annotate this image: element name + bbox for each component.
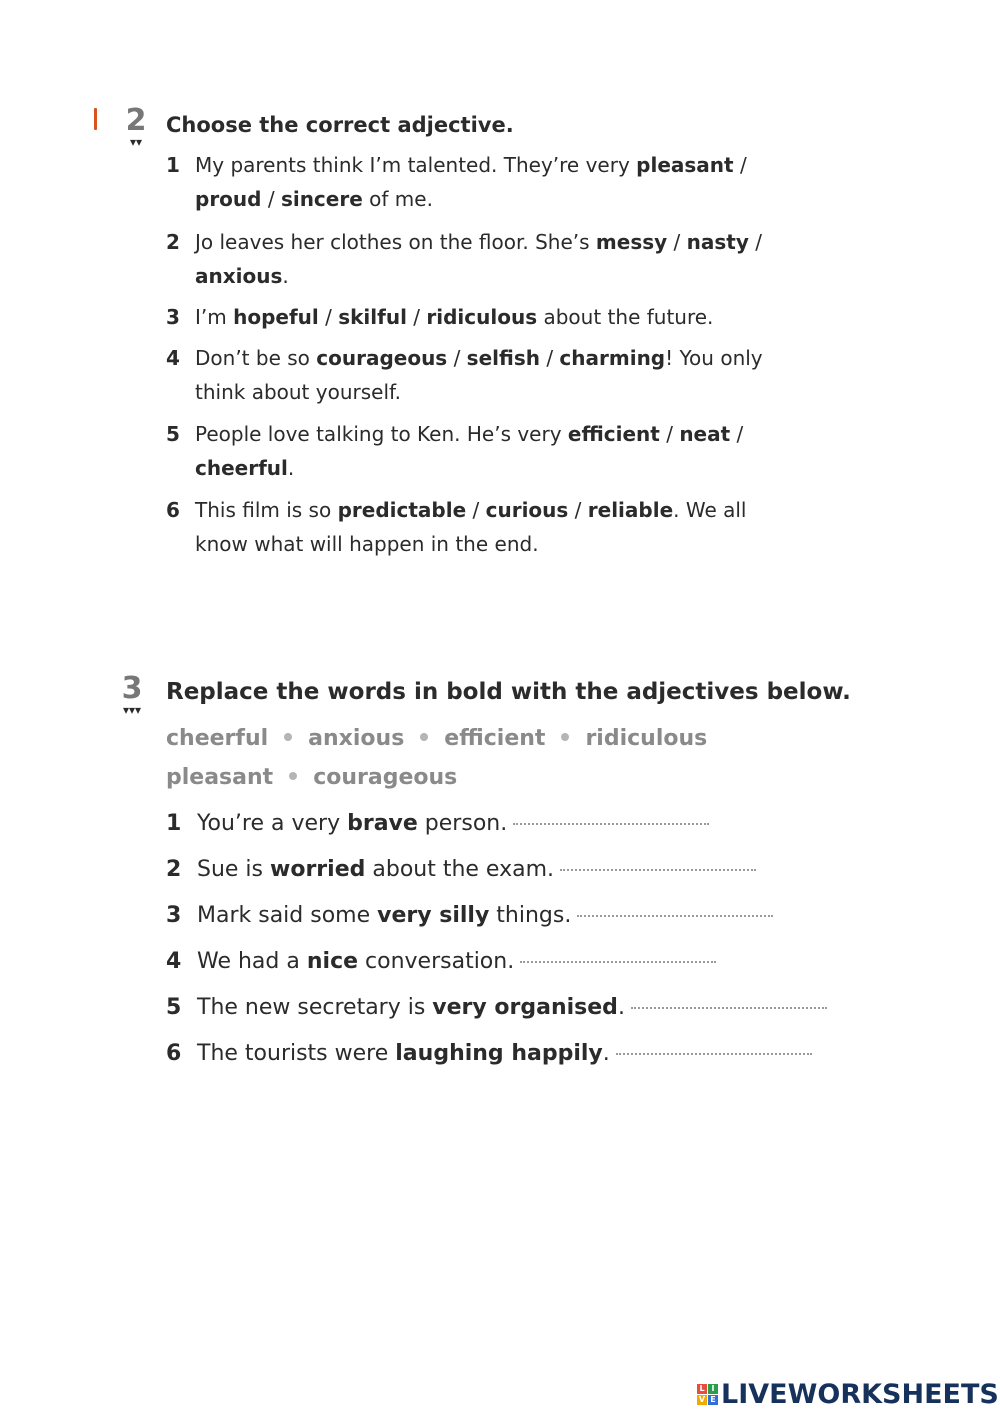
exercise-2-title: Choose the correct adjective. — [166, 113, 514, 137]
item-text — [197, 993, 625, 1023]
bold-phrase[interactable]: curious — [485, 498, 569, 522]
item-text[interactable] — [195, 417, 743, 485]
bold-phrase[interactable]: predictable — [337, 498, 467, 522]
item-line — [195, 259, 762, 293]
text-run: . — [282, 264, 289, 288]
item-text[interactable] — [195, 300, 713, 334]
word-option[interactable]: ridiculous — [585, 726, 708, 751]
bold-phrase[interactable]: messy — [595, 230, 668, 254]
ex3-item-5 — [166, 993, 827, 1023]
text-run: I’m — [195, 305, 234, 329]
bold-phrase[interactable]: courageous — [316, 346, 448, 370]
item-number: 3 — [166, 903, 182, 928]
text-run: / — [539, 346, 560, 370]
bold-phrase[interactable]: skilful — [338, 305, 407, 329]
word-option[interactable]: cheerful — [166, 726, 269, 751]
item-text — [197, 809, 507, 839]
ex3-item-6 — [166, 1039, 812, 1069]
text-run: / — [568, 498, 588, 522]
ex2-item-4 — [166, 341, 763, 409]
text-run: ! You only — [665, 346, 763, 370]
item-line — [195, 417, 743, 451]
ex2-item-3 — [166, 300, 713, 334]
item-line — [195, 182, 747, 216]
bold-phrase[interactable]: worried — [270, 857, 366, 882]
item-line — [195, 225, 762, 259]
text-run: . We all — [673, 498, 747, 522]
bullet-dot-icon — [289, 772, 297, 780]
text-run: know what will happen in the end. — [195, 532, 539, 556]
word-bank-row-2 — [166, 758, 707, 797]
logo-letter: L — [697, 1384, 707, 1394]
item-text — [197, 901, 571, 931]
word-option[interactable]: pleasant — [166, 765, 274, 790]
bold-phrase[interactable]: hopeful — [233, 305, 319, 329]
exercise-3-title: Replace the words in bold with the adjectives below. — [166, 679, 851, 705]
ex3-item-3 — [166, 901, 773, 931]
bold-phrase[interactable]: reliable — [587, 498, 674, 522]
bold-phrase[interactable]: very organised — [432, 995, 618, 1020]
text-run: / — [406, 305, 427, 329]
ex3-item-1 — [166, 809, 709, 839]
text-run: Jo leaves her clothes on the floor. She’s — [195, 230, 596, 254]
ex3-item-4 — [166, 947, 716, 977]
item-line — [195, 341, 763, 375]
text-run: / — [730, 422, 744, 446]
bold-phrase[interactable]: very silly — [377, 903, 490, 928]
text-run: . — [287, 456, 295, 480]
logo-letter: E — [708, 1395, 718, 1405]
logo-letter: V — [698, 1394, 706, 1404]
bold-phrase[interactable]: sincere — [280, 187, 363, 211]
bold-phrase[interactable]: anxious — [195, 264, 283, 288]
text-run: person. — [417, 811, 508, 836]
text-run: think about yourself. — [195, 380, 401, 404]
bullet-dot-icon — [284, 733, 292, 741]
item-number: 3 — [166, 305, 180, 329]
bullet-dot-icon — [561, 733, 569, 741]
item-text[interactable] — [195, 225, 762, 293]
item-line — [195, 493, 747, 527]
page-edge-mark — [94, 108, 97, 130]
bold-phrase[interactable]: proud — [195, 187, 262, 211]
item-number: 5 — [166, 422, 180, 446]
text-run: Sue is — [197, 857, 271, 882]
item-line — [195, 527, 747, 561]
text-run: My parents think I’m talented. They’re very — [195, 153, 637, 177]
word-option[interactable]: efficient — [444, 726, 546, 751]
text-run: of me. — [362, 187, 433, 211]
item-text — [197, 855, 554, 885]
answer-blank[interactable] — [616, 1039, 812, 1055]
item-number: 6 — [166, 498, 180, 522]
bold-phrase[interactable]: cheerful — [195, 456, 288, 480]
text-run: The new secretary is — [197, 995, 433, 1020]
difficulty-level-icon: ▾▾▾ — [122, 703, 142, 717]
item-number: 2 — [166, 230, 180, 254]
exercise-2-number: 2 ▾▾ — [118, 106, 154, 147]
text-run: We had a — [197, 949, 307, 974]
logo-text: LIVEWORKSHEETS — [721, 1378, 999, 1410]
bold-phrase[interactable]: laughing happily — [395, 1041, 603, 1066]
difficulty-level-icon: ▾▾ — [129, 135, 143, 149]
text-run: Mark said some — [197, 903, 378, 928]
word-option[interactable]: anxious — [308, 726, 405, 751]
bold-phrase[interactable]: nice — [306, 949, 359, 974]
bullet-dot-icon — [420, 733, 428, 741]
item-text[interactable] — [195, 341, 763, 409]
text-run: about the exam. — [365, 857, 555, 882]
text-run: about the future. — [537, 305, 714, 329]
text-run: / — [466, 498, 486, 522]
bold-phrase[interactable]: pleasant — [636, 153, 734, 177]
text-run: / — [318, 305, 339, 329]
live-logo-icon — [697, 1384, 718, 1405]
text-run: You’re a very — [197, 811, 348, 836]
answer-blank[interactable] — [577, 901, 773, 917]
text-run: conversation. — [358, 949, 515, 974]
text-run: / — [733, 153, 747, 177]
text-run: This film is so — [195, 498, 338, 522]
item-text — [197, 947, 514, 977]
bold-phrase[interactable]: efficient — [567, 422, 660, 446]
bold-phrase[interactable]: brave — [347, 811, 418, 836]
item-text[interactable] — [195, 493, 747, 561]
ex2-item-6 — [166, 493, 747, 561]
bold-phrase[interactable]: ridiculous — [426, 305, 538, 329]
text-run: / — [748, 230, 762, 254]
item-number: 1 — [166, 811, 182, 836]
answer-blank[interactable] — [631, 993, 827, 1009]
item-line — [195, 375, 763, 409]
item-line — [195, 148, 747, 182]
answer-blank[interactable] — [520, 947, 716, 963]
item-text[interactable] — [195, 148, 747, 216]
item-number: 2 — [166, 857, 182, 882]
text-run: / — [659, 422, 680, 446]
item-text — [197, 1039, 610, 1069]
exercise-3-number: 3 ▾▾▾ — [108, 674, 156, 715]
word-bank-row-1 — [166, 719, 707, 758]
ex2-item-1 — [166, 148, 747, 216]
logo-letter: I — [708, 1384, 718, 1394]
item-line — [195, 451, 743, 485]
item-line — [195, 300, 713, 334]
ex3-item-2 — [166, 855, 756, 885]
bold-phrase[interactable]: selfish — [466, 346, 540, 370]
bold-phrase[interactable]: charming — [559, 346, 666, 370]
text-run: Don’t be so — [195, 346, 317, 370]
text-run: People love talking to Ken. He’s very — [195, 422, 568, 446]
text-run: The tourists were — [197, 1041, 396, 1066]
item-number: 4 — [166, 949, 182, 974]
text-run: things. — [489, 903, 572, 928]
item-number: 5 — [166, 995, 182, 1020]
item-number: 6 — [166, 1041, 182, 1066]
word-bank — [166, 719, 707, 797]
text-run: / — [447, 346, 467, 370]
liveworksheets-logo[interactable] — [697, 1378, 999, 1410]
answer-blank[interactable] — [560, 855, 756, 871]
bold-phrase[interactable]: nasty — [686, 230, 749, 254]
word-option[interactable]: courageous — [313, 765, 458, 790]
text-run: / — [261, 187, 281, 211]
text-run: / — [667, 230, 687, 254]
text-run: . — [602, 1041, 610, 1066]
bold-phrase[interactable]: neat — [679, 422, 731, 446]
item-number: 4 — [166, 346, 180, 370]
item-number: 1 — [166, 153, 180, 177]
ex2-item-2 — [166, 225, 762, 293]
ex2-item-5 — [166, 417, 743, 485]
answer-blank[interactable] — [513, 809, 709, 825]
text-run: . — [617, 995, 625, 1020]
